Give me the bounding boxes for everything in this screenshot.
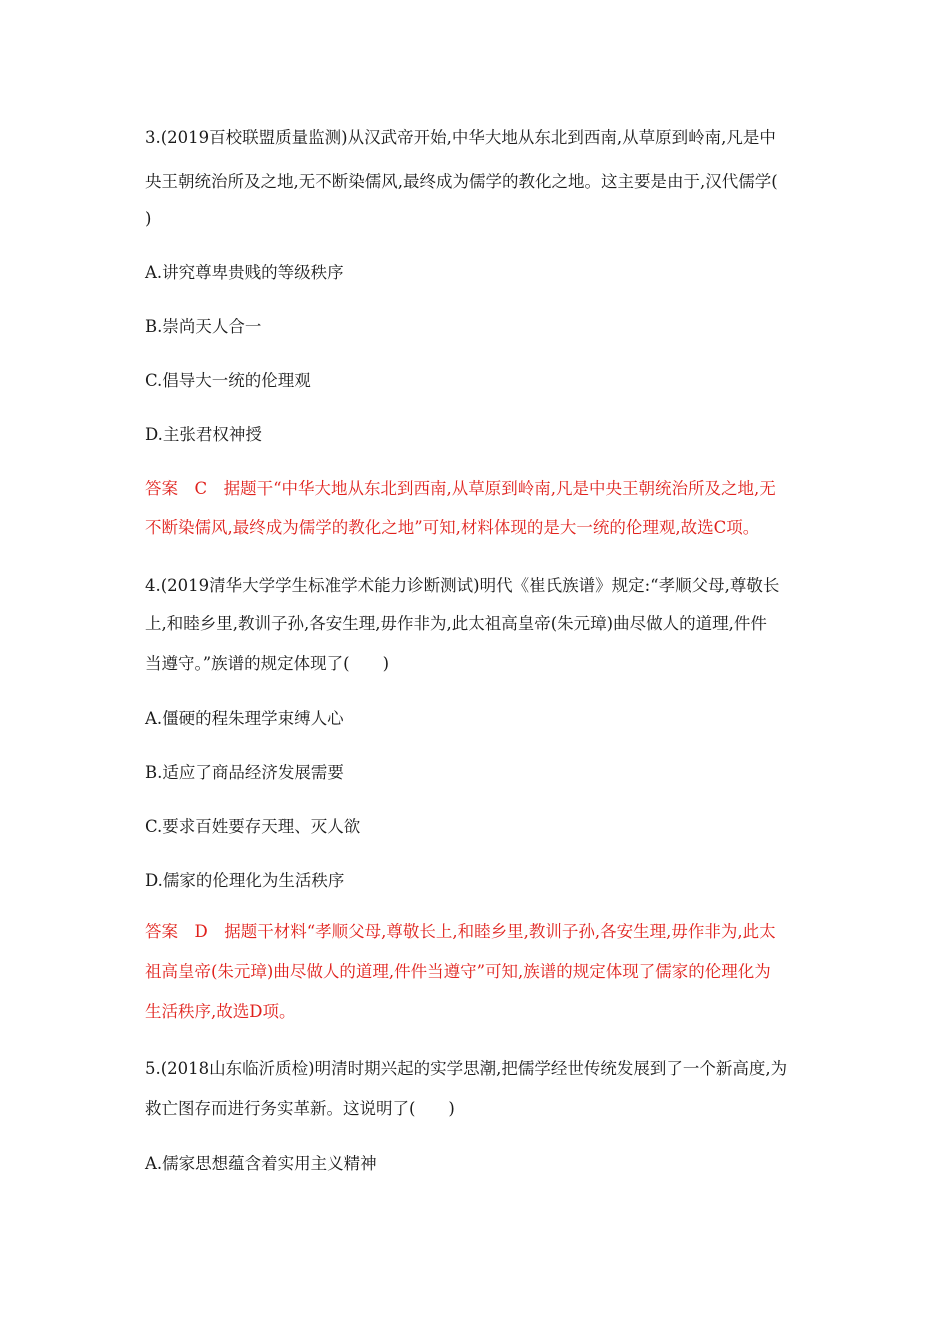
q3-stem-line-1: 3.(2019百校联盟质量监测)从汉武帝开始,中华大地从东北到西南,从草原到岭南,凡是中	[145, 128, 776, 147]
q4-option-b: B.适应了商品经济发展需要	[145, 763, 344, 782]
q5-option-a: A.儒家思想蕴含着实用主义精神	[145, 1154, 377, 1173]
q3-answer-line-1: 答案 C 据题干“中华大地从东北到西南,从草原到岭南,凡是中央王朝统治所及之地,无	[145, 479, 776, 498]
q3-stem-line-2: 央王朝统治所及之地,无不断染儒风,最终成为儒学的教化之地。这主要是由于,汉代儒学(	[145, 172, 778, 191]
q4-stem-line-3: 当遵守。”族谱的规定体现了( )	[145, 654, 390, 673]
q4-option-a: A.僵硬的程朱理学束缚人心	[145, 709, 344, 728]
q4-stem-line-2: 上,和睦乡里,教训子孙,各安生理,毋作非为,此太祖高皇帝(朱元璋)曲尽做人的道理,件件	[145, 614, 767, 633]
q4-answer-line-2: 祖高皇帝(朱元璋)曲尽做人的道理,件件当遵守”可知,族谱的规定体现了儒家的伦理化为	[145, 962, 771, 981]
q3-option-d: D.主张君权神授	[145, 425, 262, 444]
q3-option-b: B.崇尚天人合一	[145, 317, 262, 336]
q3-answer-line-2: 不断染儒风,最终成为儒学的教化之地”可知,材料体现的是大一统的伦理观,故选C项。	[145, 518, 760, 537]
q4-stem-line-1: 4.(2019清华大学学生标准学术能力诊断测试)明代《崔氏族谱》规定:“孝顺父母,尊敬长	[145, 576, 780, 595]
q3-option-c: C.倡导大一统的伦理观	[145, 371, 311, 390]
q5-stem-line-2: 救亡图存而进行务实革新。这说明了( )	[145, 1099, 455, 1118]
q4-answer-line-1: 答案 D 据题干材料“孝顺父母,尊敬长上,和睦乡里,教训子孙,各安生理,毋作非为,此太	[145, 922, 776, 941]
q3-stem-line-3: )	[145, 209, 152, 228]
q5-stem-line-1: 5.(2018山东临沂质检)明清时期兴起的实学思潮,把儒学经世传统发展到了一个新高度,为	[145, 1059, 788, 1078]
q4-option-d: D.儒家的伦理化为生活秩序	[145, 871, 345, 890]
q4-answer-line-3: 生活秩序,故选D项。	[145, 1002, 296, 1021]
q3-option-a: A.讲究尊卑贵贱的等级秩序	[145, 263, 344, 282]
q4-option-c: C.要求百姓要存天理、灭人欲	[145, 817, 361, 836]
